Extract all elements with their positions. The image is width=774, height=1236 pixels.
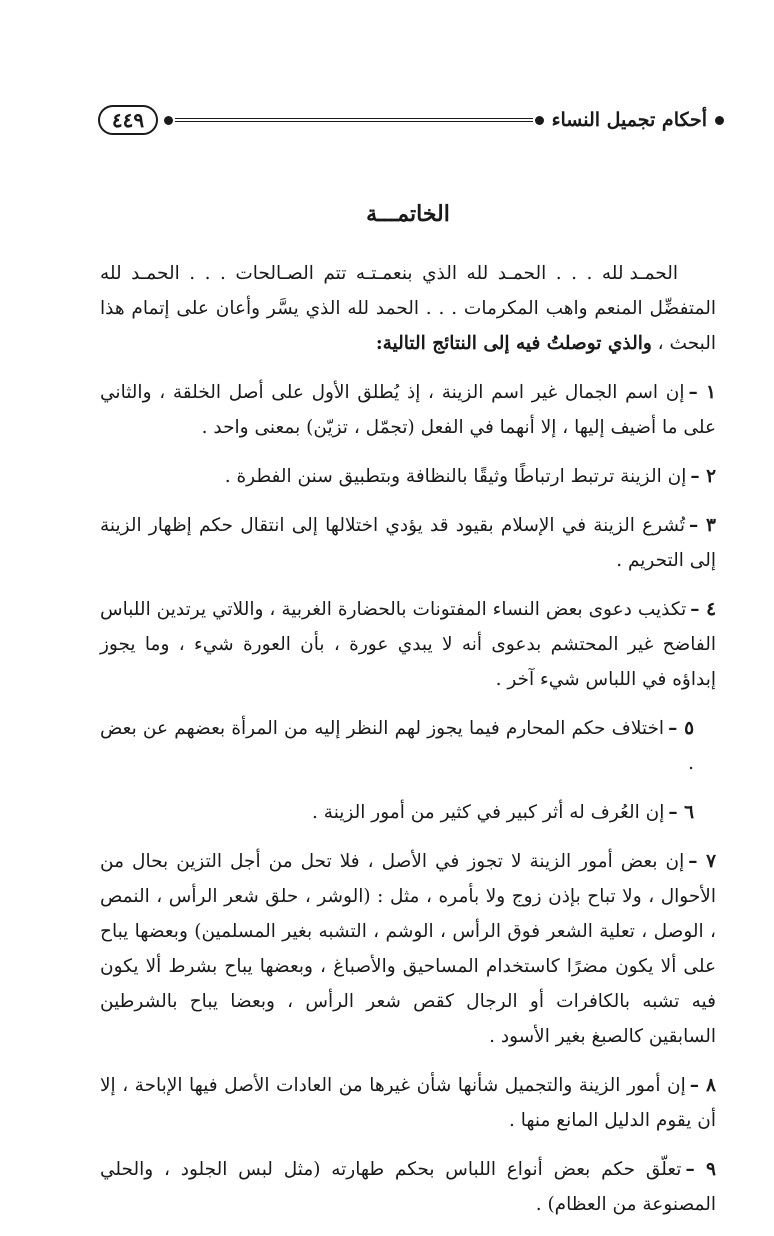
result-item	[100, 375, 716, 445]
result-text: إن أمور الزينة والتجميل شأنها شأن غيرها من العادات الأصل فيها الإباحة ، إلا أن يقوم الدليل المانع منها .	[100, 1075, 716, 1131]
intro-text: الحمـد لله . . . الحمـد لله الذي بنعمـتـه تتم الصـالحات . . . الحمـد لله المتفضِّل المنعم واهب المكرمات . . . الحمد لله الذي يسَّر وأعان على إتمام هذا البحث ،	[100, 263, 716, 354]
result-text: إن العُرف له أثر كبير في كثير من أمور الزينة .	[312, 802, 665, 823]
result-number: ٤ –	[690, 599, 716, 620]
section-title: الخاتمـــة	[366, 201, 450, 227]
result-text: إن اسم الجمال غير اسم الزينة ، إذ يُطلق الأول على أصل الخلقة ، والثاني على ما أضيف إليها ، إلا أنهما في الفعل (تجمّل ، تزيّن) بمعنى واحد .	[100, 382, 716, 438]
result-number: ٥ –	[668, 718, 694, 739]
result-number: ٩ –	[685, 1159, 716, 1180]
result-text: تُشرع الزينة في الإسلام بقيود قد يؤدي اختلالها إلى انتقال حكم إظهار الزينة إلى التحريم .	[100, 515, 716, 571]
page-body	[100, 198, 716, 1236]
intro-paragraph	[100, 256, 716, 361]
result-item	[100, 508, 716, 578]
result-number: ٨ –	[689, 1075, 716, 1096]
header-rule	[175, 118, 533, 122]
result-item	[100, 1152, 716, 1222]
result-item	[100, 711, 716, 781]
result-item	[100, 459, 716, 494]
result-item	[100, 795, 716, 830]
result-text: اختلاف حكم المحارم فيما يجوز لهم النظر إليه من المرأة بعضهم عن بعض .	[100, 718, 694, 774]
result-item	[100, 1068, 716, 1138]
result-number: ١ –	[688, 382, 716, 403]
running-title: أحكام تجميل النساء	[551, 109, 707, 131]
result-number: ٧ –	[688, 851, 716, 872]
result-item	[100, 592, 716, 697]
intro-bold-text: والذي توصلتُ فيه إلى النتائج التالية:	[375, 333, 652, 354]
bullet-dot-icon	[535, 116, 544, 125]
result-number: ٦ –	[668, 802, 694, 823]
result-number: ٣ –	[689, 515, 716, 536]
page-number: ٤٤٩	[98, 105, 158, 135]
result-text: تعلّق حكم بعض أنواع اللباس بحكم طهارته (مثل لبس الجلود ، والحلي المصنوعة من العظام) .	[100, 1159, 716, 1215]
result-text: إن الزينة ترتبط ارتباطًا وثيقًا بالنظافة وبتطبيق سنن الفطرة .	[224, 466, 687, 487]
page-header	[98, 98, 724, 142]
result-item	[100, 844, 716, 1054]
result-text: تكذيب دعوى بعض النساء المفتونات بالحضارة الغربية ، واللاتي يرتدين اللباس الفاضح غير المحتشم بدعوى أنه لا يبدي عورة ، بأن العورة شيء ، وما يجوز إبداؤه في اللباس شيء آخر .	[100, 599, 716, 690]
bullet-dot-icon	[164, 116, 173, 125]
bullet-dot-icon	[715, 116, 724, 125]
result-number: ٢ –	[690, 466, 716, 487]
result-text: إن بعض أمور الزينة لا تجوز في الأصل ، فلا تحل من أجل التزين بحال من الأحوال ، ولا تباح بإذن زوج ولا بأمره ، مثل : (الوشر ، حلق شعر الرأس ، النمص ، الوصل ، تعلية الشعر فوق الرأس ، الوشم ، التشبه بغير المسلمين) وبعضها يباح على ألا يكون مضرًا كاستخدام المساحيق والأصباغ ، وبعضها يباح بشرط ألا يكون فيه تشبه بالكافرات أو الرجال كقص شعر الرأس ، وبعضا يباح بالشرطين السابقين كالصبغ بغير الأسود .	[100, 851, 716, 1047]
